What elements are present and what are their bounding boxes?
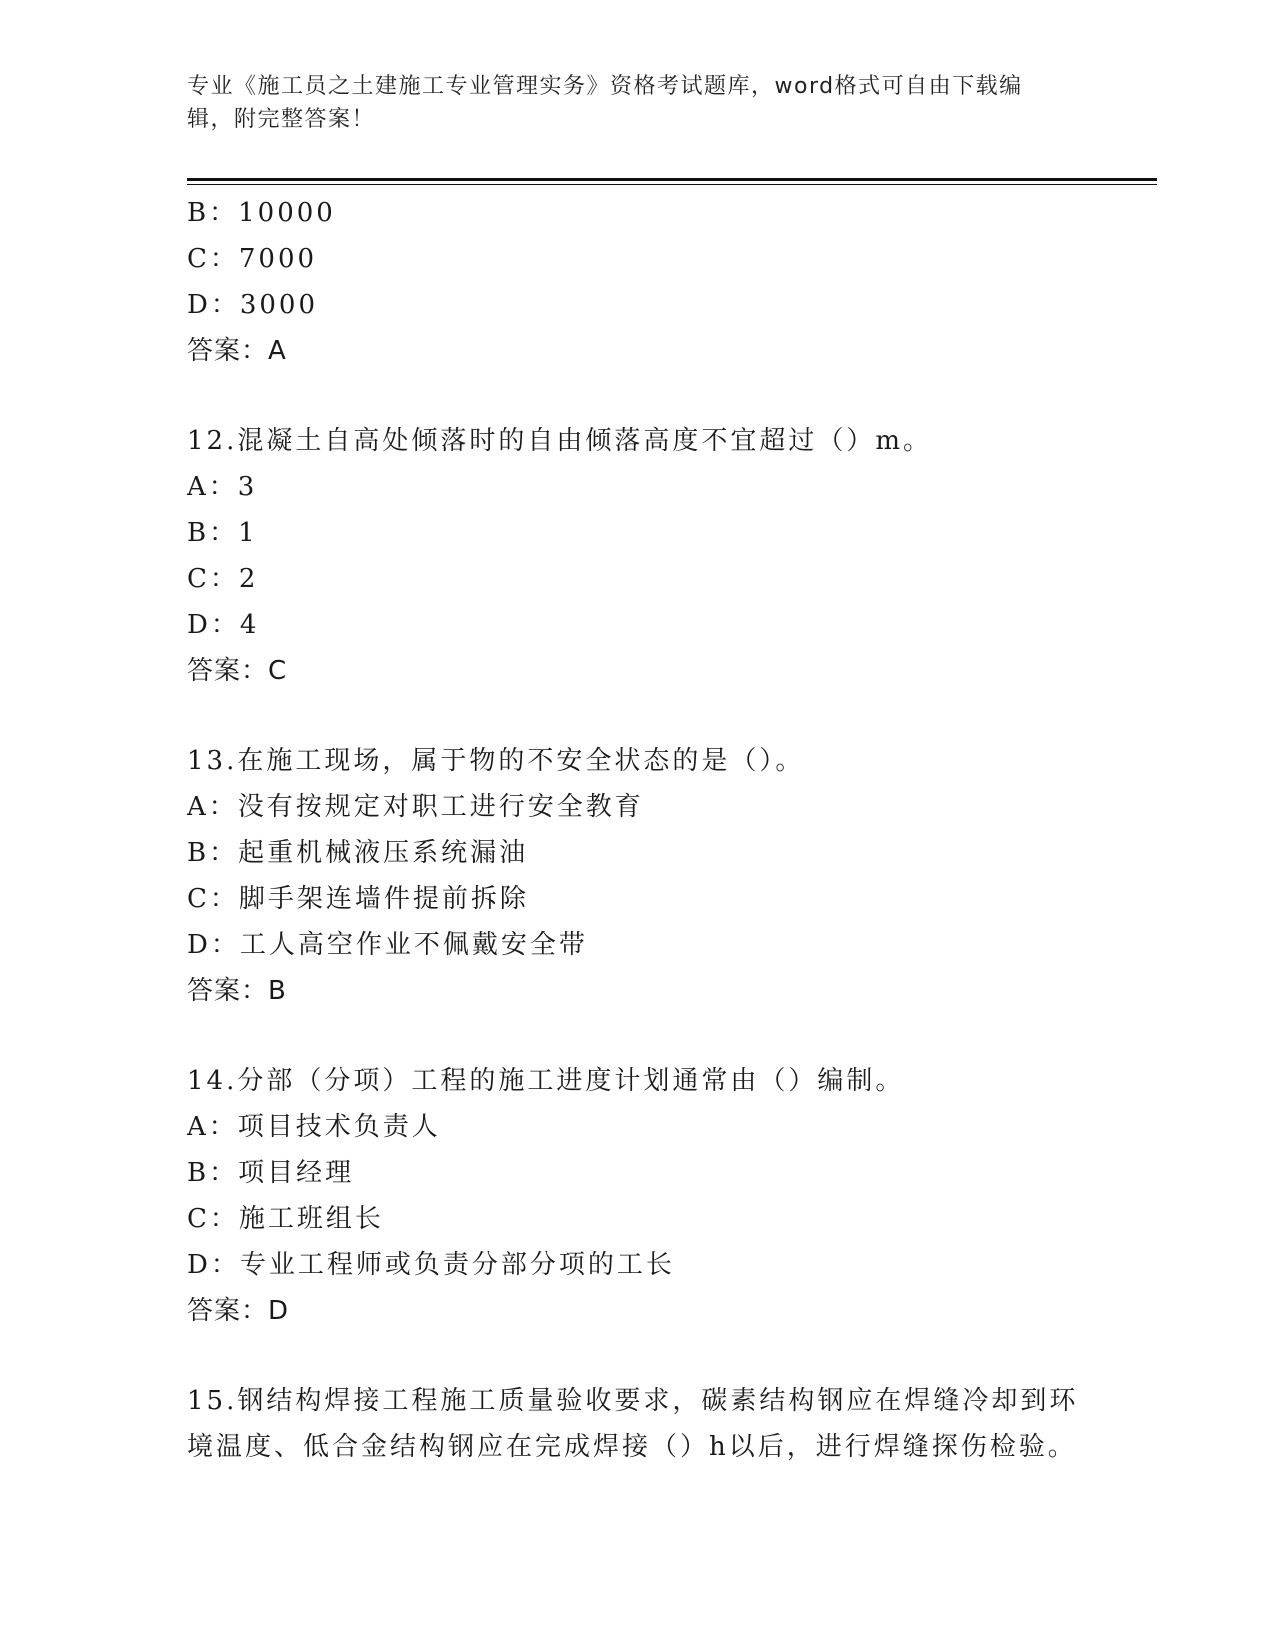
question-15 <box>187 1378 1107 1470</box>
question-13 <box>187 738 1107 1014</box>
option-b: B：1 <box>187 518 258 548</box>
question-stem: 12.混凝土自高处倾落时的自由倾落高度不宜超过（）m。 <box>187 426 933 456</box>
option-a: A：项目技术负责人 <box>187 1112 441 1142</box>
header-rule-thin <box>187 184 1157 185</box>
option-b: B：起重机械液压系统漏油 <box>187 838 529 868</box>
question-14 <box>187 1058 1107 1334</box>
question-stem-line-2: 境温度、低合金结构钢应在完成焊接（）h以后，进行焊缝探伤检验。 <box>187 1432 1077 1462</box>
answer-line: 答案：C <box>187 656 288 686</box>
question-12 <box>187 418 1107 694</box>
option-c: C：7000 <box>187 244 318 274</box>
answer-line: 答案：B <box>187 976 287 1006</box>
option-a: A：3 <box>187 472 258 502</box>
answer-line: 答案：A <box>187 336 287 366</box>
question-stem: 14.分部（分项）工程的施工进度计划通常由（）编制。 <box>187 1066 905 1096</box>
option-d: D：专业工程师或负责分部分项的工长 <box>187 1250 675 1280</box>
option-c: C：脚手架连墙件提前拆除 <box>187 884 529 914</box>
option-d: D：3000 <box>187 290 319 320</box>
option-b: B：项目经理 <box>187 1158 355 1188</box>
option-b: B：10000 <box>187 198 336 228</box>
answer-line: 答案：D <box>187 1296 290 1326</box>
option-d: D：工人高空作业不佩戴安全带 <box>187 930 588 960</box>
document-header: 专业《施工员之土建施工专业管理实务》资格考试题库，word格式可自由下载编辑，附完整答案！ <box>187 74 1023 132</box>
option-d: D：4 <box>187 610 260 640</box>
option-c: C：2 <box>187 564 259 594</box>
option-c: C：施工班组长 <box>187 1204 384 1234</box>
header-rule-thick <box>187 178 1157 181</box>
option-a: A：没有按规定对职工进行安全教育 <box>187 792 644 822</box>
question-stem-line-1: 15.钢结构焊接工程施工质量验收要求，碳素结构钢应在焊缝冷却到环 <box>187 1386 1079 1416</box>
question-stem: 13.在施工现场，属于物的不安全状态的是（）。 <box>187 746 805 776</box>
question-list <box>187 190 1107 1470</box>
question-11-tail <box>187 190 1107 374</box>
